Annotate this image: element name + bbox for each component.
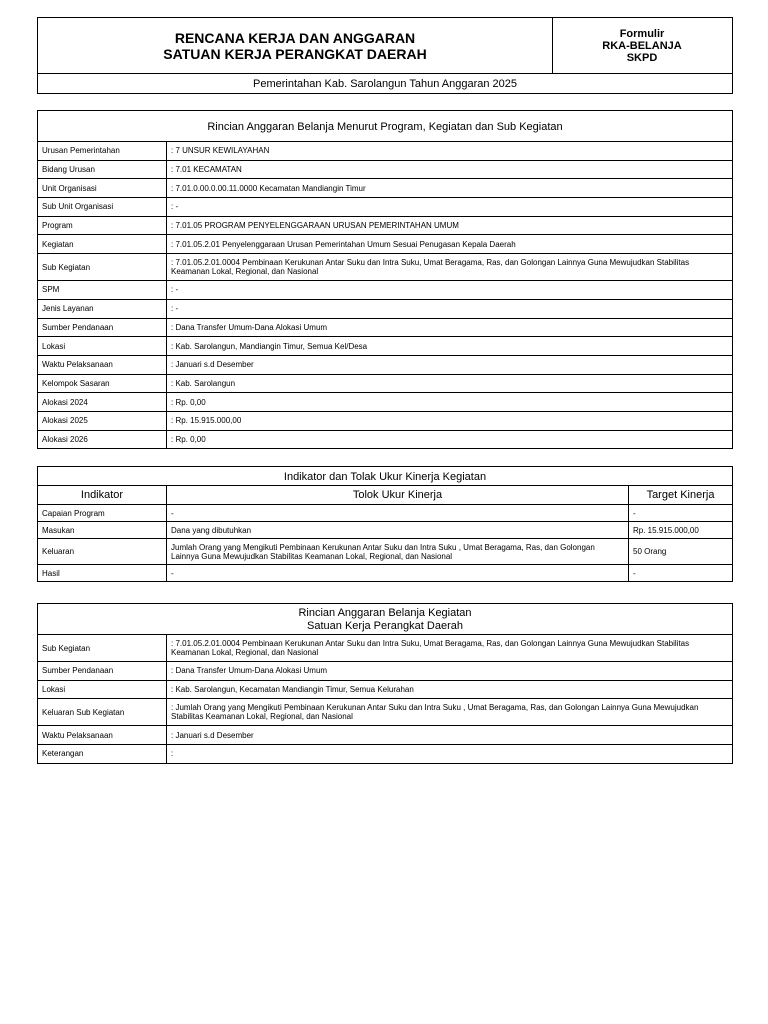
table-row [38,337,733,356]
cell-tolok: - [167,505,629,522]
row-label: Sub Kegiatan [38,635,167,662]
row-label: Unit Organisasi [38,179,167,198]
row-value: : - [167,198,733,217]
row-label: Kelompok Sasaran [38,374,167,393]
row-label: Program [38,216,167,235]
section-title: Indikator dan Tolak Ukur Kinerja Kegiatan [283,470,487,483]
table-row [38,635,733,662]
row-value: : 7.01.05.2.01.0004 Pembinaan Kerukunan Antar Suku dan Intra Suku, Umat Beragama, Ras, dan Golongan Lainnya Guna Mewujudkan Stabilitas Keamanan Lokal, Regional, dan Nasional [167,254,733,281]
cell-indikator: Capaian Program [38,505,167,522]
title-line-2: SATUAN KERJA PERANGKAT DAERAH [163,45,427,62]
row-value: : - [167,299,733,318]
row-value: : Kab. Sarolangun, Kecamatan Mandiangin Timur, Semua Kelurahan [167,680,733,699]
row-label: Waktu Pelaksanaan [38,355,167,374]
cell-tolok: Dana yang dibutuhkan [167,522,629,539]
table-row [38,522,733,539]
performance-indicator-table [37,485,733,582]
table-row [38,393,733,412]
cell-target: - [629,505,733,522]
row-value: : 7.01 KECAMATAN [167,160,733,179]
title-line-1: RENCANA KERJA DAN ANGGARAN [174,29,416,46]
program-details-table [37,141,733,449]
row-value: : Dana Transfer Umum-Dana Alokasi Umum [167,318,733,337]
table-row [38,411,733,430]
row-value: : Rp. 0,00 [167,430,733,449]
cell-indikator: Keluaran [38,539,167,565]
table-row [38,142,733,161]
row-label: Sumber Pendanaan [38,318,167,337]
cell-indikator: Hasil [38,565,167,582]
row-label: Waktu Pelaksanaan [38,726,167,745]
row-label: Sumber Pendanaan [38,662,167,681]
table-row [38,318,733,337]
table-row [38,235,733,254]
table-header-row [38,486,733,505]
row-value: : 7.01.05.2.01.0004 Pembinaan Kerukunan Antar Suku dan Intra Suku, Umat Beragama, Ras, dan Golongan Lainnya Guna Mewujudkan Stabilitas Keamanan Lokal, Regional, dan Nasional [167,635,733,662]
table-row [38,299,733,318]
row-label: Alokasi 2025 [38,411,167,430]
table-row [38,699,733,726]
row-label: Sub Kegiatan [38,254,167,281]
row-value: : Kab. Sarolangun [167,374,733,393]
row-value: : Rp. 0,00 [167,393,733,412]
section-title: Rincian Anggaran Belanja Menurut Program, Kegiatan dan Sub Kegiatan [207,120,563,133]
table-row [38,430,733,449]
table-row [38,374,733,393]
row-label: Lokasi [38,680,167,699]
performance-indicator-section [37,466,733,582]
activity-budget-table [37,634,733,764]
column-header: Tolok Ukur Kinerja [167,486,629,505]
row-label: Jenis Layanan [38,299,167,318]
row-label: Bidang Urusan [38,160,167,179]
header-title [38,18,553,73]
row-value: : Januari s.d Desember [167,355,733,374]
row-label: Alokasi 2026 [38,430,167,449]
cell-tolok: Jumlah Orang yang Mengikuti Pembinaan Kerukunan Antar Suku dan Intra Suku , Umat Beragama, Ras, dan Golongan Lainnya Guna Mewujudkan Stabilitas Keamanan Lokal, Regional, dan Nasional [167,539,629,565]
row-label: Alokasi 2024 [38,393,167,412]
row-value: : Januari s.d Desember [167,726,733,745]
table-row [38,726,733,745]
table-row [38,254,733,281]
cell-target: Rp. 15.915.000,00 [629,522,733,539]
row-label: Urusan Pemerintahan [38,142,167,161]
row-value: : 7.01.0.00.0.00.11.0000 Kecamatan Mandiangin Timur [167,179,733,198]
cell-tolok: - [167,565,629,582]
form-label: Formulir [619,27,665,40]
table-row [38,745,733,764]
table-row [38,662,733,681]
table-row [38,355,733,374]
table-row [38,216,733,235]
row-value: : [167,745,733,764]
cell-target: - [629,565,733,582]
row-value: : Jumlah Orang yang Mengikuti Pembinaan Kerukunan Antar Suku dan Intra Suku , Umat Beragama, Ras, dan Golongan Lainnya Guna Mewujudkan Stabilitas Keamanan Lokal, Regional, dan Nasional [167,699,733,726]
header-subtitle: Pemerintahan Kab. Sarolangun Tahun Anggaran 2025 [38,73,732,93]
table-row [38,281,733,300]
table-row [38,539,733,565]
section-title-line-2: Satuan Kerja Perangkat Daerah [307,619,463,632]
row-value: : Dana Transfer Umum-Dana Alokasi Umum [167,662,733,681]
row-value: : 7.01.05 PROGRAM PENYELENGGARAAN URUSAN PEMERINTAHAN UMUM [167,216,733,235]
cell-target: 50 Orang [629,539,733,565]
table-row [38,505,733,522]
column-header: Target Kinerja [629,486,733,505]
program-details-section [37,110,733,449]
row-label: Keluaran Sub Kegiatan [38,699,167,726]
row-value: : 7 UNSUR KEWILAYAHAN [167,142,733,161]
row-label: Sub Unit Organisasi [38,198,167,217]
row-label: Kegiatan [38,235,167,254]
form-unit: SKPD [626,51,658,64]
document-header [37,17,733,94]
table-row [38,198,733,217]
table-row [38,160,733,179]
row-label: SPM [38,281,167,300]
activity-budget-section [37,603,733,764]
row-value: : Rp. 15.915.000,00 [167,411,733,430]
table-row [38,179,733,198]
row-value: : Kab. Sarolangun, Mandiangin Timur, Semua Kel/Desa [167,337,733,356]
table-row [38,565,733,582]
cell-indikator: Masukan [38,522,167,539]
row-value: : 7.01.05.2.01 Penyelenggaraan Urusan Pemerintahan Umum Sesuai Penugasan Kepala Daerah [167,235,733,254]
row-value: : - [167,281,733,300]
form-type: RKA-BELANJA [602,39,682,52]
form-code [552,18,732,73]
section-title-line-1: Rincian Anggaran Belanja Kegiatan [298,606,472,619]
section-title [38,604,732,635]
column-header: Indikator [38,486,167,505]
row-label: Keterangan [38,745,167,764]
table-row [38,680,733,699]
row-label: Lokasi [38,337,167,356]
